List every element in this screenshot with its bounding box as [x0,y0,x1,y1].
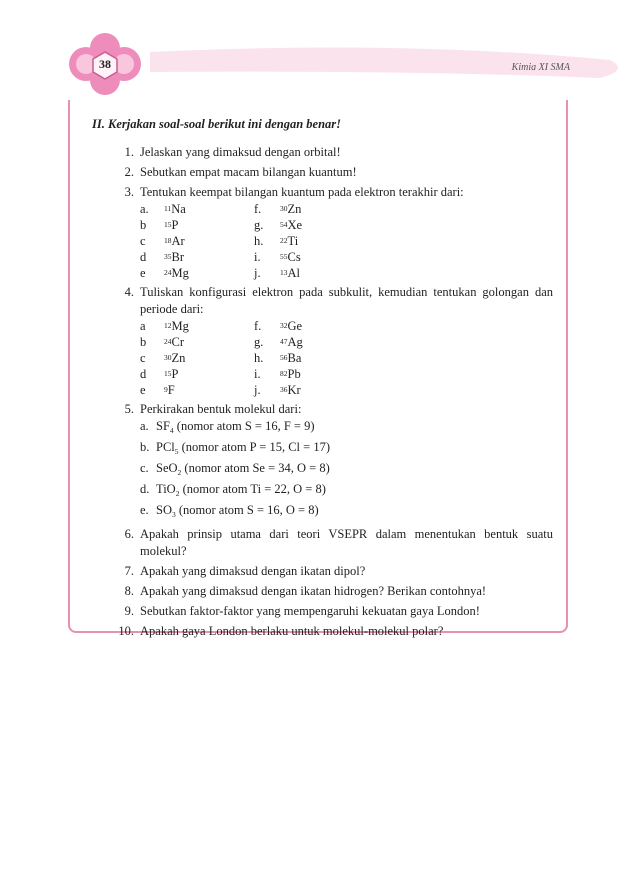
item-letter: c. [140,461,149,475]
item-letter: j. [254,383,261,397]
molecule-item: d. TiO$_2$ (nomor atom Ti = 22, O = 8) [140,482,326,498]
question-number: 10. [118,624,134,638]
element-symbol: 15 P [164,218,179,232]
molecule-list [140,418,553,523]
element-symbol: 32 Ge [280,319,303,333]
question-number: 4. [124,285,134,299]
atomic-number: 13 [280,268,288,277]
item-letter: c [140,351,146,365]
item-letter: g. [254,335,264,349]
item-letter: a. [140,202,149,216]
formula-subscript: 4 [169,426,174,435]
element-symbol: 24 Mg [164,266,189,280]
element-grid [140,318,553,398]
item-letter: a [140,319,146,333]
atomic-number: 18 [164,236,172,245]
atomic-number: 24 [164,268,172,277]
atomic-number: 56 [280,353,288,362]
question-text: Tentukan keempat bilangan kuantum pada elektron terakhir dari: [140,185,464,199]
item-letter: e [140,383,146,397]
question-number: 9. [124,604,134,618]
section-heading: II. Kerjakan soal-soal berikut ini dengan benar! [92,117,342,131]
molecule-item: c. SeO$_2$ (nomor atom Se = 34, O = 8) [140,461,330,477]
item-letter: f. [254,319,262,333]
atomic-number: 12 [164,321,172,330]
atomic-number: 55 [280,252,288,261]
item-letter: h. [254,351,264,365]
question-text: Tuliskan konfigurasi elektron pada subkulit, kemudian tentukan golongan dan periode dari: [140,285,553,316]
question-number: 6. [124,527,134,541]
atomic-number: 54 [280,220,288,229]
item-letter: f. [254,202,262,216]
atomic-number: 36 [280,385,288,394]
question-number: 8. [124,584,134,598]
question-8 [98,583,553,600]
atomic-number: 15 [164,369,172,378]
atomic-number: 30 [164,353,172,362]
question-number: 1. [124,145,134,159]
element-symbol: 15 P [164,367,179,381]
question-5 [98,401,553,523]
element-symbol: 56 Ba [280,351,302,365]
molecule-item: b. PCl$_5$ (nomor atom P = 15, Cl = 17) [140,440,330,456]
item-letter: b [140,335,147,349]
item-letter: g. [254,218,264,232]
atomic-number: 22 [280,236,288,245]
question-text: Apakah prinsip utama dari teori VSEPR dalam menentukan bentuk suatu molekul? [140,527,553,558]
atomic-number: 30 [280,204,288,213]
element-symbol: 36 Kr [280,383,301,397]
question-4 [98,284,553,398]
element-symbol: 9 F [164,383,175,397]
item-letter: e. [140,503,149,517]
element-symbol: 22 Ti [280,234,299,248]
item-letter: i. [254,367,261,381]
item-letter: b [140,218,147,232]
question-text: Apakah gaya London berlaku untuk molekul-molekul polar? [140,624,444,638]
question-text: Sebutkan empat macam bilangan kuantum! [140,165,357,179]
question-text: Apakah yang dimaksud dengan ikatan hidrogen? Berikan contohnya! [140,584,487,598]
element-symbol: 18 Ar [164,234,185,248]
question-number: 2. [124,165,134,179]
page-number: 38 [99,57,111,71]
formula-subscript: 2 [175,489,180,498]
atomic-number: 47 [280,337,288,346]
book-title: Kimia XI SMA [511,62,570,73]
atomic-number: 15 [164,220,172,229]
atomic-number: 11 [164,204,172,213]
formula-subscript: 5 [174,447,179,456]
question-number: 3. [124,185,134,199]
element-symbol: 30 Zn [280,202,302,216]
question-2 [98,164,553,181]
question-1 [98,144,553,161]
element-symbol: 24 Cr [164,335,184,349]
item-letter: e [140,266,146,280]
question-3 [98,184,553,281]
element-symbol: 35 Br [164,250,184,264]
element-symbol: 13 Al [280,266,300,280]
question-number: 7. [124,564,134,578]
molecule-item: a. $SF_4$ (nomor atom S = 16, F = 9) [140,419,315,435]
item-letter: b. [140,440,150,454]
item-letter: d [140,367,147,381]
question-9 [98,603,553,620]
question-text: Jelaskan yang dimaksud dengan orbital! [140,145,341,159]
question-6 [98,526,553,560]
element-symbol: 82 Pb [280,367,301,381]
question-text: Perkirakan bentuk molekul dari: [140,402,302,416]
item-letter: i. [254,250,261,264]
item-letter: d [140,250,147,264]
item-letter: d. [140,482,150,496]
question-number: 5. [124,402,134,416]
element-grid [140,201,553,281]
element-symbol: 54 Xe [280,218,303,232]
formula-subscript: 3 [171,510,176,519]
question-10 [98,623,553,640]
question-list [98,144,553,643]
item-letter: h. [254,234,264,248]
atomic-number: 35 [164,252,172,261]
item-letter: j. [254,266,261,280]
atomic-number: 24 [164,337,172,346]
element-symbol: 47 Ag [280,335,303,349]
question-text: Sebutkan faktor-faktor yang mempengaruhi kekuatan gaya London! [140,604,480,618]
atomic-number: 32 [280,321,288,330]
question-text: Apakah yang dimaksud dengan ikatan dipol? [140,564,366,578]
element-symbol: 30 Zn [164,351,186,365]
item-letter: a. [140,419,149,433]
question-7 [98,563,553,580]
atomic-number: 9 [164,385,168,394]
element-symbol: 12 Mg [164,319,189,333]
molecule-item: e. $SO_3$ (nomor atom S = 16, O = 8) [140,503,319,519]
element-symbol: 11 Na [164,202,186,216]
element-symbol: 55 Cs [280,250,301,264]
formula-subscript: 2 [177,468,182,477]
atomic-number: 82 [280,369,288,378]
item-letter: c [140,234,146,248]
